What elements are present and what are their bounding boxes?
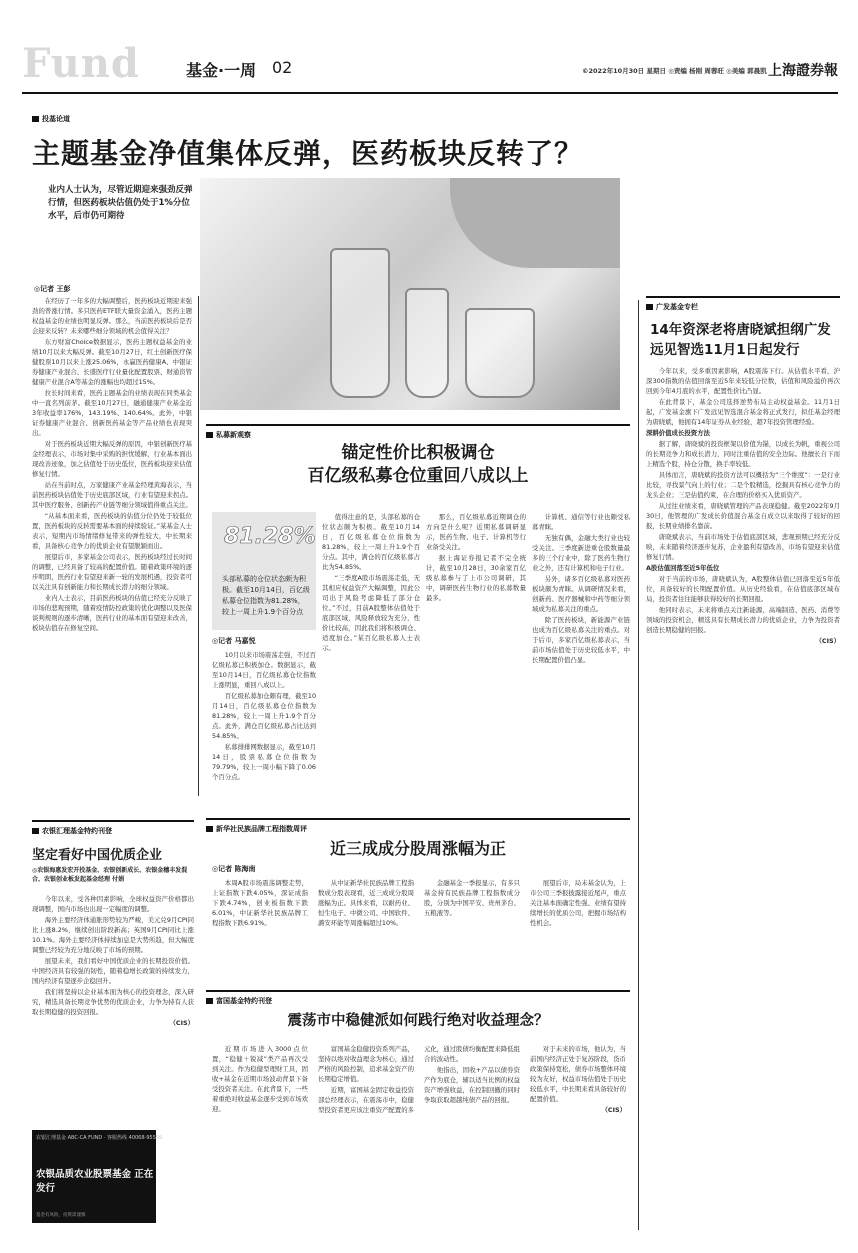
signoff: （CIS） — [815, 637, 840, 645]
private-column-a2 — [322, 512, 420, 810]
paragraph: 私募排排网数据显示，截至10月14日，股票私募仓位指数为79.79%，较上一周小幅下降了0.06个百分点。 — [212, 743, 316, 781]
page-number: 02 — [272, 58, 293, 77]
private-kicker: 私募新观察 — [206, 430, 251, 440]
section-title: 基金·一周 — [186, 61, 257, 80]
ad-disclaimer: 基金有风险，投资需谨慎 — [36, 1213, 86, 1218]
main-kicker: 投基论道 — [32, 114, 70, 124]
guangfa-headline: 14年资深老将唐晓斌担纲广发远见智选11月1日起发行 — [650, 322, 831, 358]
paragraph: 在经历了一年多的大幅调整后，医药板块近期迎来强劲的普涨行情。多只医药ETF联大量资金涌入，医药主题权益基金的业绩也明显反弹。那么，当前医药板块后是否会迎来反转？未来哪些细分领域的机会值得关注？ — [32, 297, 192, 335]
lead-summary: 业内人士认为，尽管近期迎来强劲反弹行情，但医药板块估值仍处于1%分位水平，后市仍可期待 — [48, 185, 193, 221]
section-rule — [646, 296, 840, 298]
ad-top-line: 农银汇理基金 ABC-CA FUND · 客服热线 40068-95599 — [36, 1135, 163, 1141]
paragraph: 那么，百亿级私募近期调仓的方向是什么呢？近期私募调研显示，医药生物、电子、计算机等行业备受关注。 — [426, 513, 526, 551]
subheading: 深耕价值成长投资方法 — [646, 429, 710, 437]
section-rule — [32, 820, 194, 822]
paragraph: 业内人士表示，目前医药板块的估值已经充分反映了市场的悲观预期，随着疫情防控政策的优化调整以及医保谈判规则的逐步清晰，医药行业的基本面有望迎来改善，板块估值存在修复空间。 — [32, 594, 192, 632]
paragraph: 近期，富国基金固定收益投资部总经理表示，在震荡市中，稳健型投资者更应该注重资产配置的多元化，通过股债均衡配置来降低组合的波动性。 — [318, 1045, 520, 1114]
private-headline — [206, 442, 630, 488]
paragraph: 展望后市，局未基金认为，上市公司三季报披露接近尾声，重点关注基本面确定性强、业绩有望持续增长的优质公司，把握市场结构性机会。 — [530, 879, 626, 927]
main-column-1 — [32, 296, 192, 696]
paragraph: 据上海证券报记者不完全统计，截至10月28日，30余家百亿级私募参与了上市公司调研，其中，调研医药生物行业的私募数量最多。 — [426, 554, 526, 602]
paragraph: “三季度A股市场震荡走低，无其相应权益资产大幅调整，因此公司出于风险考虑降低了部分仓位。”不过，目前A股整体估值处于底部区域，风险释放较为充分，性价比较高，因此我们将积极调仓、适度加仓。”某百亿级私募人士表示。 — [322, 574, 420, 652]
stat-box — [212, 512, 316, 630]
guangfa-column — [646, 366, 840, 1230]
abc-kicker: 农银汇理基金特约刊登 — [32, 826, 112, 836]
abc-headline: 坚定看好中国优质企业 — [32, 848, 163, 863]
xinhua-kicker: 新华社民族品牌工程指数周评 — [206, 824, 307, 834]
private-column-a1 — [212, 650, 316, 810]
paragraph: 另外，诸多百亿级私募对医药板块颇为青睐。从调研情况来看，创新药、医疗器械和中药等细分领域成为私募关注的重点。 — [532, 575, 630, 613]
paragraph: 近期市场进入3000点位置，“稳健＋锐减”类产品再次受到关注。作为稳健型理财工具，固收+基金在近期市场波动背景下备受投资者关注。在此背景下，一些着重绝对收益基金逐步受到市场欢迎。 — [212, 1045, 308, 1113]
paragraph: 展望未来，我们看好中国优质企业的长期投资价值。中国经济具有较强的韧性，随着稳增长政策的持续发力，国内经济有望逐步企稳回升。 — [32, 957, 194, 985]
paragraph: 拉长时间来看，医药主题基金的业绩表现在同类基金中一直名列前茅。截至10月27日，融通健康产业基金近3年收益率176%，143.19%、140.64%。此外，中银证券健康产业混合、创新医药基金等产品业绩也表现突出。 — [32, 389, 192, 437]
fuguo-kicker: 富国基金特约刊登 — [206, 996, 272, 1006]
paragraph: 值得注意的是，头部私募的仓位状态颇为积极。截至10月14日，百亿级私募仓位指数为81.28%，较上一周上升1.9个百分点。其中，满仓的百亿级私募占比为54.85%。 — [322, 513, 420, 571]
paragraph: 在此背景下，基金公司选择逆势布局主动权益基金。11月1日起，广发基金旗下广发远见智选混合基金将正式发行，拟任基金经理为唐晓斌，他拥有14年证券从业经验，超7年投资管理经验。 — [646, 398, 840, 426]
issue-meta: ©2022年10月30日 星期日 ◎责编 杨刚 周蓉旺 ◎美编 郭晨凯 — [582, 67, 767, 75]
paragraph: 无独有偶，金融大类行业也较受关注。三季度新进重仓股数量最多的三个行业中，除了医药生物行业之外，还有计算机和电子行业。 — [532, 534, 630, 572]
xinhua-byline: ◎记者 陈海南 — [212, 865, 256, 873]
private-byline: ◎记者 马嘉悦 — [212, 637, 256, 645]
xinhua-headline: 近三成成分股周涨幅为正 — [329, 839, 506, 858]
abc-column — [32, 894, 194, 1122]
section-rule — [206, 818, 630, 820]
paragraph: 本周A股市场震荡调整走势，上证指数下跌4.05%，深证成指下跌4.74%，创业板指数下跌6.01%，中证新华社民族品牌工程指数下跌6.91%。 — [212, 879, 308, 927]
fuguo-headline: 震荡市中稳健派如何践行绝对收益理念？ — [287, 1013, 549, 1029]
section-rule — [206, 990, 630, 992]
paragraph: 今年以来，受各种因素影响，全球权益资产价格都出现调整，国内市场也出现一定幅度的调整。 — [32, 895, 194, 913]
private-column-b — [426, 512, 526, 810]
private-column-c — [532, 512, 630, 810]
paragraph: 计算机、通信等行业也颇受私募青睐。 — [532, 513, 630, 531]
column-divider — [638, 300, 639, 1230]
main-byline: ◎记者 王彭 — [34, 285, 71, 293]
header-rule — [22, 92, 838, 94]
paragraph: 具体而言，唐晓斌的投资方法可以概括为“三个维度”：一是行业比较，寻找景气向上的行业；二是个股精选，挖掘具有核心竞争力的龙头企业；三是估值约束，在合理的价格买入优质资产。 — [646, 471, 840, 499]
paragraph: 唐晓斌表示，当前市场处于估值底部区域，悲观预期已经充分反映，未来随着经济逐步复苏，企业盈利有望改善，市场有望迎来估值修复行情。 — [646, 533, 840, 561]
paragraph: 对于医药板块近期大幅反弹的原因，中银创新医疗基金经理表示，市场对集中采购的担忧缓解，行业基本面出现改善迹象，加之估值处于历史低位，医药板块迎来估值修复行情。 — [32, 440, 192, 478]
paragraph: 据了解，唐晓斌的投资框架以价值为锚，以成长为帆，重视公司的长期竞争力和成长潜力，同时注重估值的安全边际。他擅长自下而上精选个股，持仓分散，换手率较低。 — [646, 440, 840, 468]
paragraph: 展望后市，多家基金公司表示，医药板块经过长时间的调整，已经具备了较高的配置价值。随着政策环境的逐步明朗，医药行业有望迎来新一轮的发展机遇，投资者可以关注具有创新能力和长期成长潜力的细分领域。 — [32, 553, 192, 591]
abc-byline: ◎农银海惠发宏开投基金、农银创新成长、农银金穗丰发混合、农银创业板发起基金经理 付娟 — [32, 867, 188, 883]
paragraph: 富国基金稳健投资系列产品，坚持以绝对收益理念为核心，通过严格的风险控制，追求基金资产的长期稳定增值。 — [318, 1045, 414, 1083]
subheading: A股估值回落至近5年低位 — [646, 564, 720, 572]
abc-advertisement — [32, 1130, 163, 1223]
paragraph: 10月以来市场震荡走强，不过百亿级私募已积极加仓。数据显示，截至10月14日，百亿级私募仓位指数上涨明显，重回八成以上。 — [212, 651, 316, 689]
paragraph: 对于未来的市场，他认为，当前国内经济正处于复苏阶段，货币政策保持宽松，债券市场整体环境较为友好，权益市场估值处于历史较低水平，中长期来看具备较好的配置价值。 — [530, 1045, 626, 1103]
paragraph: 他指出，固收+产品以债券资产作为底仓，辅以适当比例的权益资产增强收益，在控制回撤的同时争取获取超越纯债产品的回报。 — [424, 1066, 520, 1104]
paragraph: 从过往业绩来看，唐晓斌管理的产品表现稳健。截至2022年9月30日，他管理的广发成长价值混合基金自成立以来取得了较好的回报，长期业绩排名靠前。 — [646, 502, 840, 530]
paragraph: 从中证新华社民族品牌工程指数成分股表现看，近三成成分股周涨幅为正。具体来看，以耐药业、恒生电子、中微公司、中国软件、潞安环能等周涨幅超过10%。 — [318, 879, 414, 927]
fuguo-columns — [212, 1044, 626, 1224]
guangfa-kicker: 广发基金专栏 — [646, 302, 698, 312]
ad-main-text: 农银品质农业股票基金 正在发行 — [36, 1169, 154, 1194]
paragraph: 海外主要经济体通胀形势较为严峻，美元兑9月CPI同比上涨8.2%，继续创出阶段新高；英国9月CPI同比上涨10.1%。海外主要经济体持续加息是大势所趋，但大幅度调整已经较为充分地反映了市场的预期。 — [32, 916, 194, 954]
column-divider — [198, 296, 199, 796]
xinhua-columns — [212, 878, 626, 978]
lab-photo — [200, 178, 620, 410]
flask-icon — [465, 308, 535, 398]
private-headline-line-1: 锚定性价比积极调仓 — [341, 443, 495, 463]
paragraph: 除了医药板块，新能源产业链也成为百亿级私募关注的重点。对于后市，多家百亿级私募表示，当前市场估值处于历史较低水平，中长期配置价值凸显。 — [532, 616, 630, 664]
paragraph: 今年以来，受多重因素影响，A股震荡下行。从估值水平看，沪深300指数的估值回落至近5年来较低分位数，估值和风险溢价再次回到今年4月底的水平，配置性价比凸显。 — [646, 367, 840, 395]
stat-value: 81.28% — [224, 524, 316, 549]
hand-shape — [450, 178, 620, 268]
newspaper-name: 上海證券報 — [768, 63, 838, 79]
paragraph: 东方财富Choice数据显示，医药主题权益基金的业绩10月以来大幅反弹。截至10月27日，红土创新医疗保健股票10月以来上涨25.06%，永赢医药健康A、中银证券健康产业混合、长盛医疗行业量化配置股票、财通资管健康产业混合A等基金的涨幅也均超过15%。 — [32, 338, 192, 386]
flask-icon — [405, 288, 449, 398]
flask-icon — [330, 248, 390, 398]
paragraph: 我们将坚持以企业基本面为核心的投资理念，深入研究，精选具备长期竞争优势的优质企业，力争为持有人获取长期稳健的投资回报。 — [32, 988, 194, 1016]
main-headline: 主题基金净值集体反弹，医药板块反转了？ — [32, 137, 584, 170]
fund-logo: Fund — [22, 40, 140, 87]
stat-caption: 头部私募的仓位状态颇为积极。截至10月14日，百亿级私募仓位指数为81.28%，较上一周上升1.9个百分点 — [222, 575, 310, 616]
paragraph: 他同时表示，未来将重点关注新能源、高端制造、医药、消费等领域的投资机会，精选具有长期成长潜力的优质企业，力争为投资者创造长期稳健的回报。 — [646, 606, 840, 634]
masthead — [22, 40, 838, 88]
private-headline-line-2: 百亿级私募仓位重回八成以上 — [307, 465, 529, 486]
signoff: （CIS） — [601, 1106, 626, 1114]
paragraph: 金融基金一季报显示，有多只基金持有民族品牌工程指数成分股，分别为中国平安、贵州茅台、五粮液等。 — [424, 879, 520, 917]
signoff: （CIS） — [169, 1019, 194, 1027]
section-rule — [206, 424, 630, 426]
paragraph: “从基本面来看，医药板块的估值分位仍处于较低位置，医药板块的反转需要基本面的持续验证。”某基金人士表示，短期内市场情绪修复带来的弹性较大，中长期来看，具备核心竞争力的优质企业有望脱颖而出。 — [32, 512, 192, 550]
paragraph: 百亿级私募加仓颇有理，截至10月14日，百亿级私募仓位指数为81.28%，较上一周上升1.9个百分点。此外，满仓百亿级私募占比达到54.85%。 — [212, 692, 316, 740]
paragraph: 对于当前的市场，唐晓斌认为，A股整体估值已回落至近5年低位，具备较好的长期配置价值。从历史经验看，在估值底部区域布局，投资者往往能够获得较好的长期回报。 — [646, 575, 840, 603]
paragraph: 站在当前时点，万家健康产业基金经理黄海表示，当前医药板块估值处于历史底部区域，行业有望迎来拐点。其中医疗服务、创新药产业链等细分领域值得重点关注。 — [32, 481, 192, 509]
